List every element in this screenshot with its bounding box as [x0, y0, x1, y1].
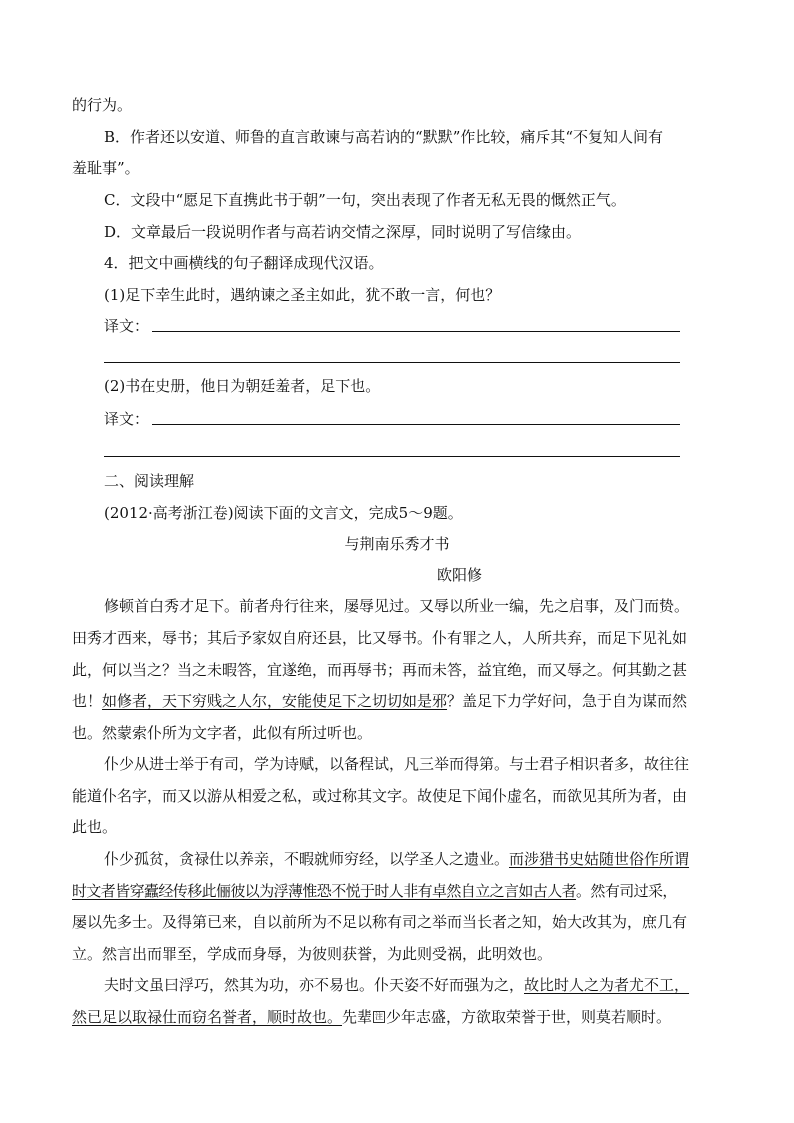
- option-b-line2: 羞耻事”。: [72, 159, 140, 177]
- paragraph-3-line: 立。然言出而罪至，学成而身辱，为彼则获誉，为此则受祸，此明效也。: [72, 945, 553, 963]
- underlined-sentence: 而涉猎书史姑随世俗作所谓: [509, 850, 690, 868]
- underlined-sentence: 时文者皆穿蠹经传移此俪彼以为浮薄惟恐不悦于时人非有卓然自立之言如古人者: [72, 882, 577, 900]
- paragraph-1-line: 修顿首白秀才足下。前者舟行往来，屡辱见过。又辱以所业一编，先之启事，及门而贽。: [104, 597, 690, 615]
- translation-label-1: 译文：: [104, 317, 150, 335]
- answer-line[interactable]: [104, 456, 680, 457]
- essay-title: 与荆南乐秀才书: [344, 535, 450, 553]
- essay-author: 欧阳修: [437, 566, 483, 584]
- paragraph-2-line: 仆少从进士举于有司，学为诗赋，以备程试，凡三举而得第。与士君子相识者多，故往往: [104, 755, 690, 773]
- underlined-sentence: 故比时人之为者尤不工，: [524, 976, 690, 994]
- paragraph-1-line: 此，何以当之？当之未暇答，宜遂绝，而再辱书；再而未答，益宜绝，而又辱之。何其勤之甚: [72, 661, 688, 679]
- paragraph-3-line: 仆少孤贫，贪禄仕以养亲，不暇就师穷经，以学圣人之遗业。而涉猎书史姑随世俗作所谓: [104, 850, 690, 868]
- annotation-marker[interactable]: 注: [375, 1012, 384, 1021]
- paragraph-1-line: 田秀才西来，辱书；其后予家奴自府还县，比又辱书。仆有罪之人，人所共弃，而足下见礼如: [72, 629, 688, 647]
- underlined-sentence: 然已足以取禄仕而窃名誉者，顺时故也。: [72, 1008, 343, 1026]
- option-b-line1: B．作者还以安道、师鲁的直言敢谏与高若讷的“默默”作比较，痛斥其“不复知人间有: [104, 128, 664, 146]
- question-4-stem: 4．把文中画横线的句子翻译成现代汉语。: [104, 254, 384, 272]
- answer-line[interactable]: [152, 424, 680, 425]
- section-heading: 二、阅读理解: [104, 472, 195, 490]
- answer-line[interactable]: [104, 362, 680, 363]
- option-d: D．文章最后一段说明作者与高若讷交情之深厚，同时说明了写信缘由。: [104, 223, 582, 241]
- paragraph-2-line: 能道仆名字，而又以游从相爱之私，或过称其文字。故使足下闻仆虚名，而欲见其所为者，由: [72, 787, 688, 805]
- paragraph-1-line: 也！如修者，天下穷贱之人尔，安能使足下之切切如是邪？盖足下力学好问，急于自为谋而然: [72, 692, 688, 710]
- translation-label-2: 译文：: [104, 410, 150, 428]
- question-4-sentence-1: (1)足下幸生此时，遇纳谏之圣主如此，犹不敢一言，何也？: [104, 286, 501, 304]
- paragraph-2-line: 此也。: [72, 818, 118, 836]
- question-4-sentence-2: (2)书在史册，他日为朝廷羞者，足下也。: [104, 377, 381, 395]
- paragraph-3-line: 屡以先多士。及得第已来，自以前所为不足以称有司之举而当长者之知，始大改其为，庶几有: [72, 913, 688, 931]
- option-c: C．文段中“愿足下直携此书于朝”一句，突出表现了作者无私无畏的慨然正气。: [104, 191, 626, 209]
- paragraph-4-line: 然已足以取禄仕而窃名誉者，顺时故也。先辈 注 少年志盛，方欲取荣誉于世，则莫若顺时。: [72, 1008, 672, 1026]
- paragraph-4-line: 夫时文虽曰浮巧，然其为功，亦不易也。仆天姿不好而强为之，故比时人之为者尤不工，: [104, 976, 690, 994]
- paragraph-1-line: 也。然蒙索仆所为文字者，此似有所过听也。: [72, 724, 373, 742]
- answer-line[interactable]: [152, 331, 680, 332]
- source-note: (2012·高考浙江卷)阅读下面的文言文，完成5～9题。: [104, 504, 463, 522]
- paragraph-3-line: 时文者皆穿蠹经传移此俪彼以为浮薄惟恐不悦于时人非有卓然自立之言如古人者。然有司过采，: [72, 882, 677, 900]
- option-a-tail: 的行为。: [72, 96, 133, 114]
- underlined-sentence: 如修者，天下穷贱之人尔，安能使足下之切切如是邪: [102, 692, 448, 710]
